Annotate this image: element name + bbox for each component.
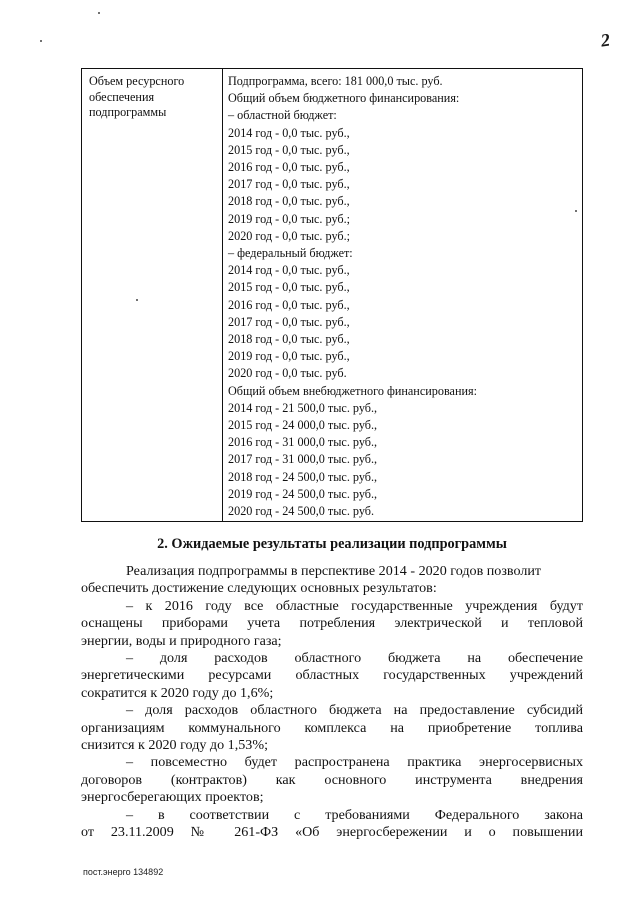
table-value-line: 2019 год - 0,0 тыс. руб.,: [228, 349, 350, 364]
body-text-line: – повсеместно будет распространена практика энергосервисных: [126, 754, 583, 771]
table-value-line: 2018 год - 0,0 тыс. руб.,: [228, 332, 350, 347]
table-value-cell: [228, 73, 578, 520]
table-value-line: 2020 год - 24 500,0 тыс. руб.: [228, 504, 375, 519]
body-text-line: – к 2016 году все областные государственные учреждения будут: [126, 597, 583, 614]
table-label-line: обеспечения: [89, 89, 155, 104]
table-value-line: – областной бюджет:: [228, 108, 337, 123]
table-value-line: 2016 год - 0,0 тыс. руб.,: [228, 160, 350, 175]
body-text-line: – в соответствии с требованиями Федерального закона: [126, 806, 583, 823]
body-text-line: Реализация подпрограммы в перспективе 2014 - 2020 годов позволит: [126, 563, 542, 579]
table-column-divider: [222, 69, 223, 521]
table-value-line: 2014 год - 0,0 тыс. руб.,: [228, 125, 350, 140]
table-value-line: 2014 год - 0,0 тыс. руб.,: [228, 263, 350, 278]
table-value-line: 2015 год - 0,0 тыс. руб.,: [228, 142, 350, 157]
table-value-line: 2017 год - 0,0 тыс. руб.,: [228, 177, 350, 192]
section-body: [81, 563, 583, 842]
table-value-line: 2017 год - 31 000,0 тыс. руб.,: [228, 452, 378, 467]
body-text-line: оснащены приборами учета потребления электрической и тепловой: [81, 615, 583, 632]
body-text-line: – доля расходов областного бюджета на обеспечение: [126, 650, 583, 667]
table-value-line: 2016 год - 0,0 тыс. руб.,: [228, 297, 350, 312]
table-value-line: Подпрограмма, всего: 181 000,0 тыс. руб.: [228, 74, 443, 88]
table-label-line: Объем ресурсного: [89, 74, 185, 88]
scan-speck: [98, 12, 100, 14]
table-value-line: 2019 год - 24 500,0 тыс. руб.,: [228, 486, 378, 501]
body-text-line: энергии, воды и природного газа;: [81, 632, 282, 649]
body-text-line: обеспечить достижение следующих основных результатов:: [81, 580, 437, 597]
table-value-line: 2015 год - 0,0 тыс. руб.,: [228, 280, 350, 295]
scan-speck: [40, 40, 42, 42]
body-text-line: энергетическими ресурсами областных государственных учреждений: [81, 667, 583, 684]
body-text-line: энергосберегающих проектов;: [81, 789, 264, 806]
table-value-line: 2018 год - 0,0 тыс. руб.,: [228, 194, 350, 209]
body-text-line: снизится к 2020 году до 1,53%;: [81, 737, 268, 754]
resource-table: [81, 68, 583, 522]
footer-document-ref: пост.энерго 134892: [83, 867, 164, 877]
body-text-line: от 23.11.2009 № 261-ФЗ «Об энергосбережении и о повышении: [81, 824, 583, 841]
table-value-line: 2015 год - 24 000,0 тыс. руб.,: [228, 418, 378, 433]
body-text-line: организациям коммунального комплекса на приобретение топлива: [81, 719, 583, 736]
table-value-line: 2019 год - 0,0 тыс. руб.;: [228, 211, 351, 226]
table-value-line: 2017 год - 0,0 тыс. руб.,: [228, 314, 350, 329]
body-text-line: – доля расходов областного бюджета на предоставление субсидий: [126, 702, 583, 719]
table-value-line: Общий объем бюджетного финансирования:: [228, 91, 460, 106]
page-number: 2: [599, 29, 612, 51]
body-text-line: договоров (контрактов) как основного инструмента внедрения: [81, 771, 583, 788]
table-value-line: 2020 год - 0,0 тыс. руб.;: [228, 228, 351, 243]
table-value-line: 2018 год - 24 500,0 тыс. руб.,: [228, 469, 378, 484]
body-text-line: сократится к 2020 году до 1,6%;: [81, 684, 274, 701]
section-heading: 2. Ожидаемые результаты реализации подпрограммы: [157, 536, 507, 552]
table-label-cell: [89, 74, 219, 121]
table-value-line: 2014 год - 21 500,0 тыс. руб.,: [228, 400, 378, 415]
table-value-line: 2020 год - 0,0 тыс. руб.: [228, 366, 347, 381]
table-value-line: 2016 год - 31 000,0 тыс. руб.,: [228, 435, 378, 450]
table-value-line: Общий объем внебюджетного финансирования:: [228, 383, 477, 398]
table-value-line: – федеральный бюджет:: [228, 246, 353, 261]
table-label-line: подпрограммы: [89, 105, 167, 119]
